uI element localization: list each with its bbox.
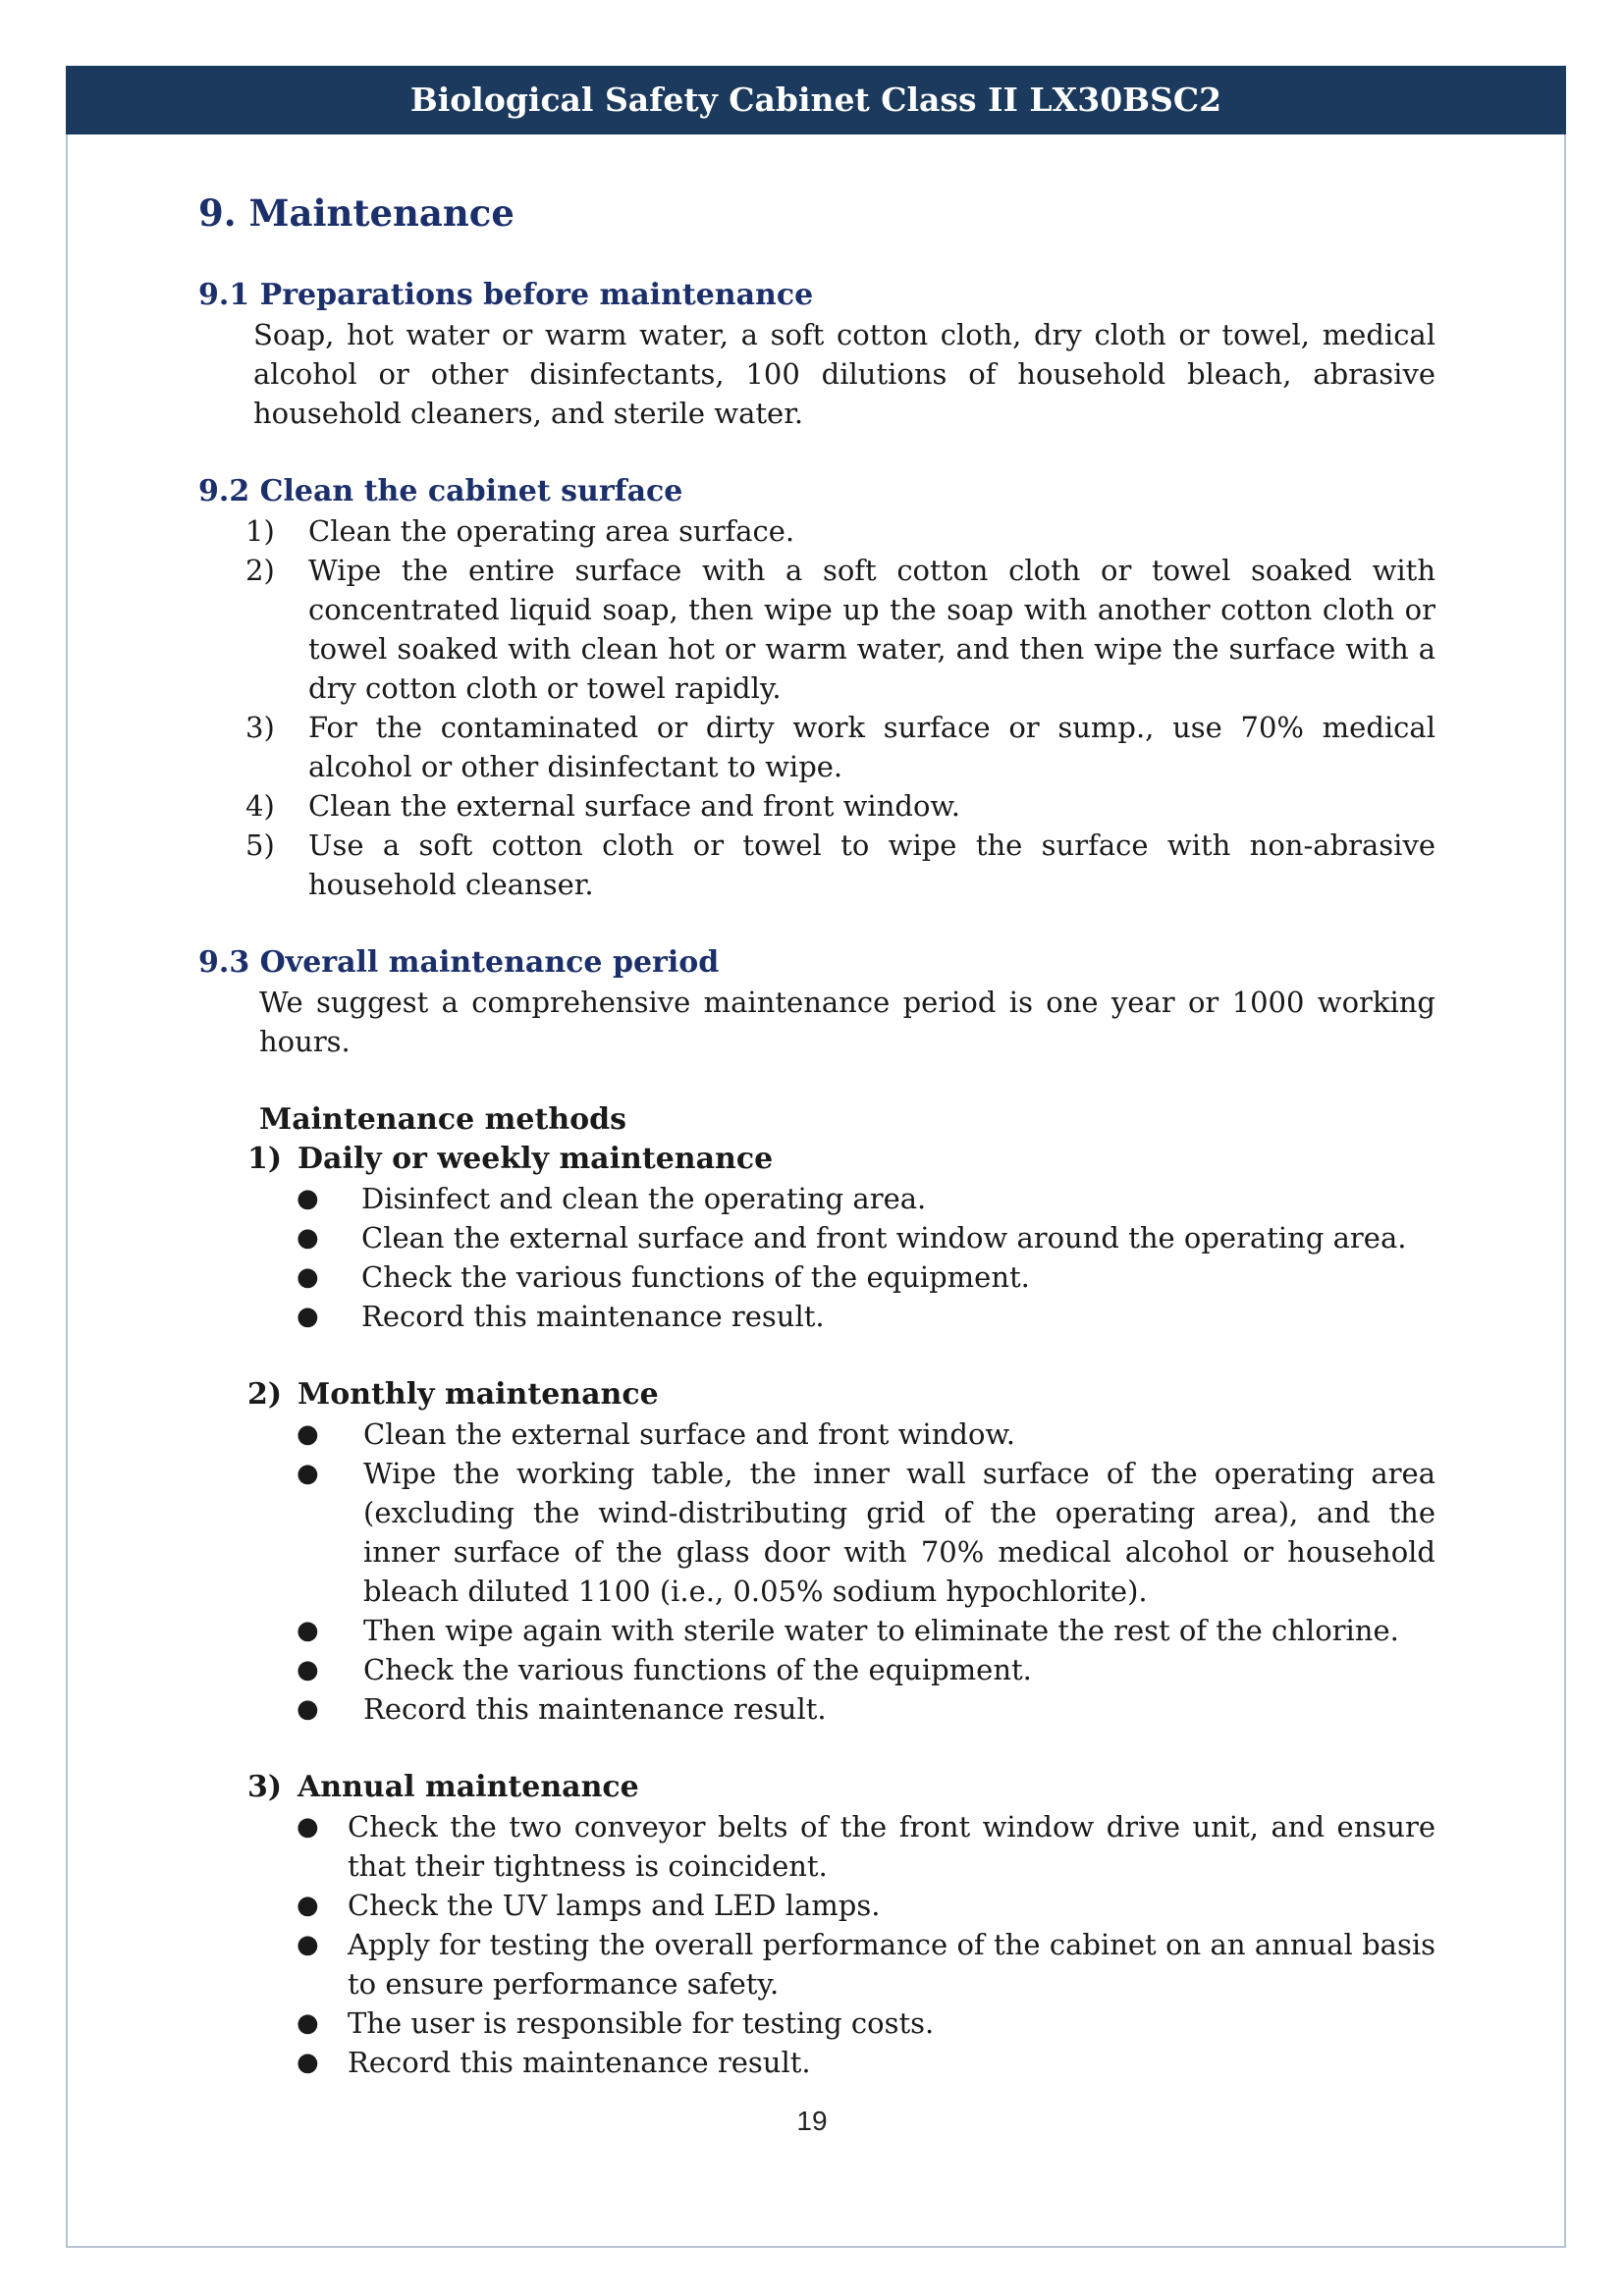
bullet-icon: ●	[297, 2008, 319, 2038]
bullet-icon: ●	[297, 1812, 319, 1842]
bullet-icon: ●	[297, 1930, 319, 1959]
section-9-2	[198, 472, 1435, 904]
list-item: 5) Use a soft cotton cloth or towel to wipe the surface with non-abrasive household cleanser.	[245, 828, 1435, 901]
list-item: 1) Clean the operating area surface.	[245, 514, 795, 548]
list-item: ● Check the UV lamps and LED lamps.	[198, 1886, 1435, 1925]
list-item: ● Wipe the working table, the inner wall surface of the operating area (excluding the wind-distributing grid of the operating area), and the inner surface of the glass door with 70% medical alcohol or household bleach diluted 1100 (i.e., 0.05% sodium hypochlorite).	[198, 1454, 1435, 1611]
group-monthly-list	[198, 1415, 1435, 1729]
list-item: ● Record this maintenance result.	[198, 1689, 1435, 1729]
header-title: Biological Safety Cabinet Class II LX30BSC2	[409, 80, 1222, 119]
bullet-icon: ●	[297, 1223, 319, 1253]
list-item: ● The user is responsible for testing costs.	[198, 2003, 1435, 2043]
bullet-icon: ●	[297, 1616, 319, 1645]
page-header	[66, 66, 1566, 134]
bullet-icon: ●	[297, 1262, 319, 1292]
bullet-icon: ●	[297, 1694, 319, 1724]
list-item: 4) Clean the external surface and front window.	[245, 789, 960, 823]
section-9-1-text: Soap, hot water or warm water, a soft cotton cloth, dry cloth or towel, medical alcohol or other disinfectants, 100 dilutions of household bleach, abrasive household cleaners, and sterile water.	[253, 318, 1435, 430]
list-item: ● Check the various functions of the equipment.	[198, 1257, 1435, 1297]
list-item: 2) Wipe the entire surface with a soft cotton cloth or towel soaked with concentrated liquid soap, then wipe up the soap with another cotton cloth or towel soaked with clean hot or warm water, and then wipe the surface with a dry cotton cloth or towel rapidly.	[245, 554, 1435, 705]
group-daily-list	[198, 1179, 1435, 1336]
list-item: ● Record this maintenance result.	[198, 2043, 1435, 2082]
list-item: ● Disinfect and clean the operating area.	[198, 1179, 1435, 1218]
section-9-3-title: 9.3 Overall maintenance period	[198, 945, 720, 980]
page-number: 19	[796, 2106, 828, 2136]
page-content	[198, 191, 1435, 2121]
list-item: ● Check the two conveyor belts of the front window drive unit, and ensure that their tightness is coincident.	[198, 1807, 1435, 1886]
bullet-icon: ●	[297, 2048, 319, 2077]
list-item: ● Apply for testing the overall performance of the cabinet on an annual basis to ensure performance safety.	[198, 1925, 1435, 2003]
section-9-2-title: 9.2 Clean the cabinet surface	[198, 474, 683, 508]
group-annual-title: 3) Annual maintenance	[247, 1770, 639, 1804]
bullet-icon: ●	[297, 1302, 319, 1331]
section-9-1-title: 9.1 Preparations before maintenance	[198, 278, 814, 312]
group-daily-title: 1) Daily or weekly maintenance	[247, 1142, 774, 1176]
bullet-icon: ●	[297, 1419, 319, 1449]
bullet-icon: ●	[297, 1655, 319, 1684]
bullet-icon: ●	[297, 1459, 319, 1488]
list-item: 3) For the contaminated or dirty work surface or sump., use 70% medical alcohol or other disinfectant to wipe.	[245, 711, 1435, 783]
list-item: ● Then wipe again with sterile water to eliminate the rest of the chlorine.	[198, 1611, 1435, 1650]
section-9-3-text: We suggest a comprehensive maintenance period is one year or 1000 working hours.	[259, 986, 1435, 1058]
section-9-3	[198, 943, 1435, 2082]
group-annual-list	[198, 1807, 1435, 2082]
list-item: ● Check the various functions of the equipment.	[198, 1650, 1435, 1689]
cleaning-steps-list	[198, 511, 1435, 904]
bullet-icon: ●	[297, 1184, 319, 1213]
list-item: ● Clean the external surface and front window around the operating area.	[198, 1218, 1435, 1257]
list-item: ● Record this maintenance result.	[198, 1297, 1435, 1336]
maintenance-methods-title: Maintenance methods	[259, 1102, 627, 1137]
group-monthly-title: 2) Monthly maintenance	[247, 1377, 659, 1412]
bullet-icon: ●	[297, 1891, 319, 1920]
section-title: 9. Maintenance	[198, 191, 514, 235]
section-9-1	[198, 276, 1435, 433]
list-item: ● Clean the external surface and front window.	[198, 1415, 1435, 1454]
